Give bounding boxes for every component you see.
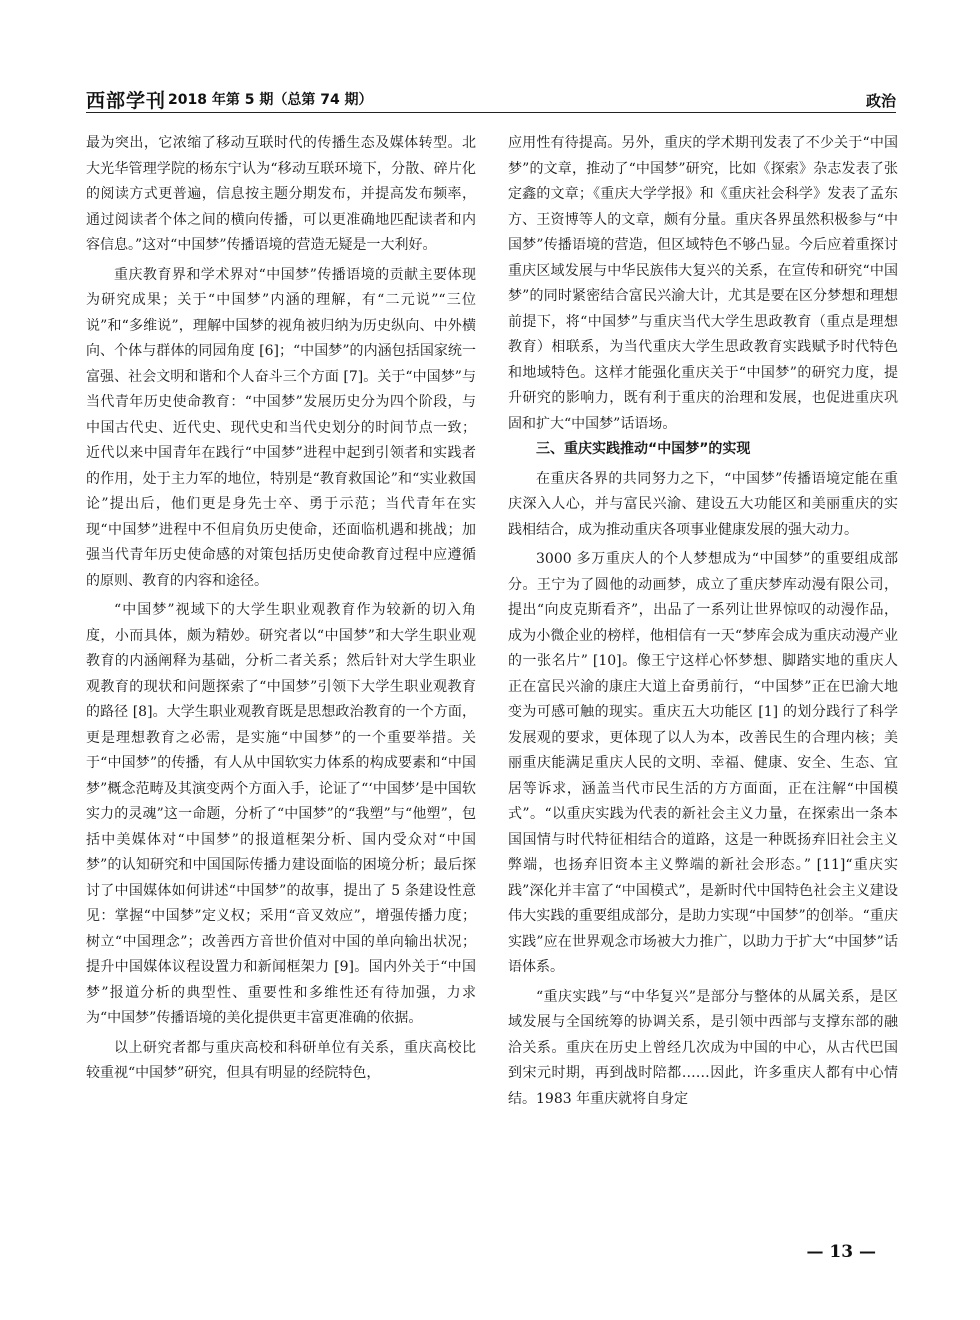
paragraph: 最为突出，它浓缩了移动互联时代的传播生态及媒体转型。北大光华管理学院的杨东宁认为“移动互联环境下，分散、碎片化的阅读方式更普遍，信息按主题分期发布，并提高发布频率，通过阅读者个体之间的横向传播，可以更准确地匹配读者和内容信息。”这对“中国梦”传播语境的营造无疑是一大利好。 bbox=[86, 135, 476, 253]
page-number: — 13 — bbox=[806, 1242, 876, 1262]
paragraph: 3000 多万重庆人的个人梦想成为“中国梦”的重要组成部分。王宁为了圆他的动画梦，成立了重庆梦库动漫有限公司，提出“向皮克斯看齐”，出品了一系列让世界惊叹的动漫作品，成为小微企业的榜样，他相信有一天“梦库会成为重庆动漫产业的一张名片” [10]。像王宁这样心怀梦想、脚踏实地的重庆人正在富民兴渝的康庄大道上奋勇前行，“中国梦”正在巴渝大地变为可感可触的现实。重庆五大功能区 [1] 的划分践行了科学发展观的要求，更体现了以人为本，改善民生的合理内核；美丽重庆能满足重庆人民的文明、幸福、健康、安全、生态、宜居等诉求，涵盖当代市民生活的方方面面，正在注解“中国模式”。“以重庆实践为代表的新社会主义力量，在探索出一条本国国情与时代特征相结合的道路，这是一种既扬弃旧社会主义弊端，也扬弃旧资本主义弊端的新社会形态。” [11]“重庆实践”深化并丰富了“中国模式”，是新时代中国特色社会主义建设伟大实践的重要组成部分，是助力实现“中国梦”的创举。“重庆实践”应在世界观念市场被大力推广，以助力于扩大“中国梦”话语体系。 bbox=[508, 551, 898, 975]
journal-logo: 西部学刊 bbox=[86, 90, 167, 112]
paragraph: “重庆实践”与“中华复兴”是部分与整体的从属关系，是区域发展与全国统筹的协调关系，是引领中西部与支撑东部的融洽关系。重庆在历史上曾经几次成为中国的中心，从古代巴国到宋元时期，再到战时陪都……因此，许多重庆人都有中心情结。1983 年重庆就将自身定 bbox=[508, 988, 898, 1107]
paragraph: 在重庆各界的共同努力之下，“中国梦”传播语境定能在重庆深入人心，并与富民兴渝、建设五大功能区和美丽重庆的实践相结合，成为推动重庆各项事业健康发展的强大动力。 bbox=[508, 470, 898, 538]
paragraph: “中国梦”视域下的大学生职业观教育作为较新的切入角度，小而具体，颇为精妙。研究者以“中国梦”和大学生职业观教育的内涵阐释为基础，分析二者关系；然后针对大学生职业观教育的现状和问题探索了“中国梦”引领下大学生职业观教育的路径 [8]。大学生职业观教育既是思想政治教育的一个方面，更是理想教育之必需，是实施“中国梦”的一个重要举措。关于“中国梦”的传播，有人从中国软实力体系的构成要素和“中国梦”概念范畴及其演变两个方面入手，论证了“‘中国梦’是中国软实力的灵魂”这一命题，分析了“中国梦”的“我塑”与“他塑”，包括中美媒体对“中国梦”的报道框架分析、国内受众对“中国梦”的认知研究和中国国际传播力建设面临的困境分析；最后探讨了中国媒体如何讲述“中国梦”的故事，提出了 5 条建设性意见：掌握“中国梦”定义权；采用“音叉效应”，增强传播力度；树立“中国理念”；改善西方音世价值对中国的单向输出状况；提升中国媒体议程设置力和新闻框架力 [9]。国内外关于“中国梦”报道分析的典型性、重要性和多维性还有待加强，力求为“中国梦”传播语境的美化提供更丰富更准确的依据。 bbox=[86, 602, 476, 1026]
paragraph: 应用性有待提高。另外，重庆的学术期刊发表了不少关于“中国梦”的文章，推动了“中国梦”研究，比如《探索》杂志发表了张定鑫的文章；《重庆大学学报》和《重庆社会科学》发表了孟东方、王资博等人的文章，颇有分量。重庆各界虽然积极参与“中国梦”传播语境的营造，但区域特色不够凸显。今后应着重探讨重庆区域发展与中华民族伟大复兴的关系，在宣传和研究“中国梦”的同时紧密结合富民兴渝大计，尤其是要在区分梦想和理想前提下，将“中国梦”与重庆当代大学生思政教育（重点是理想教育）相联系，为当代重庆大学生思政教育实践赋予时代特色和地域特色。这样才能强化重庆关于“中国梦”的研究力度，提升研究的影响力，既有利于重庆的治理和发展，也促进重庆巩固和扩大“中国梦”话语场。 bbox=[508, 135, 898, 432]
right-column bbox=[508, 131, 898, 1112]
paragraph: 以上研究者都与重庆高校和科研单位有关系，重庆高校比较重视“中国梦”研究，但具有明显的经院特色， bbox=[86, 1039, 476, 1081]
paragraph: 重庆教育界和学术界对“中国梦”传播语境的贡献主要体现为研究成果；关于“中国梦”内涵的理解，有“二元说”“三位说”和“多维说”，理解中国梦的视角被归纳为历史纵向、中外横向、个体与群体的同园角度 [6]；“中国梦”的内涵包括国家统一富强、社会文明和谐和个人奋斗三个方面 [7]。关于“中国梦”与当代青年历史使命教育：“中国梦”发展历史分为四个阶段，与中国古代史、近代史、现代史和当代史划分的时间节点一致；近代以来中国青年在践行“中国梦”进程中起到引领者和实践者的作用，处于主力军的地位，特别是“教育救国论”和“实业救国论”提出后，他们更是身先士卒、勇于示范；当代青年在实现“中国梦”进程中不但肩负历史使命，还面临机遇和挑战；加强当代青年历史使命感的对策包括历史使命教育过程中应遵循的原则、教育的内容和途径。 bbox=[86, 266, 476, 589]
header-rule bbox=[86, 112, 896, 113]
running-header bbox=[86, 80, 896, 110]
section-heading: 三、重庆实践推动“中国梦”的实现 bbox=[536, 441, 751, 457]
issue-info: 2018 年第 5 期（总第 74 期） bbox=[168, 92, 373, 108]
section-name: 政治 bbox=[865, 92, 896, 110]
left-column bbox=[86, 131, 476, 1087]
